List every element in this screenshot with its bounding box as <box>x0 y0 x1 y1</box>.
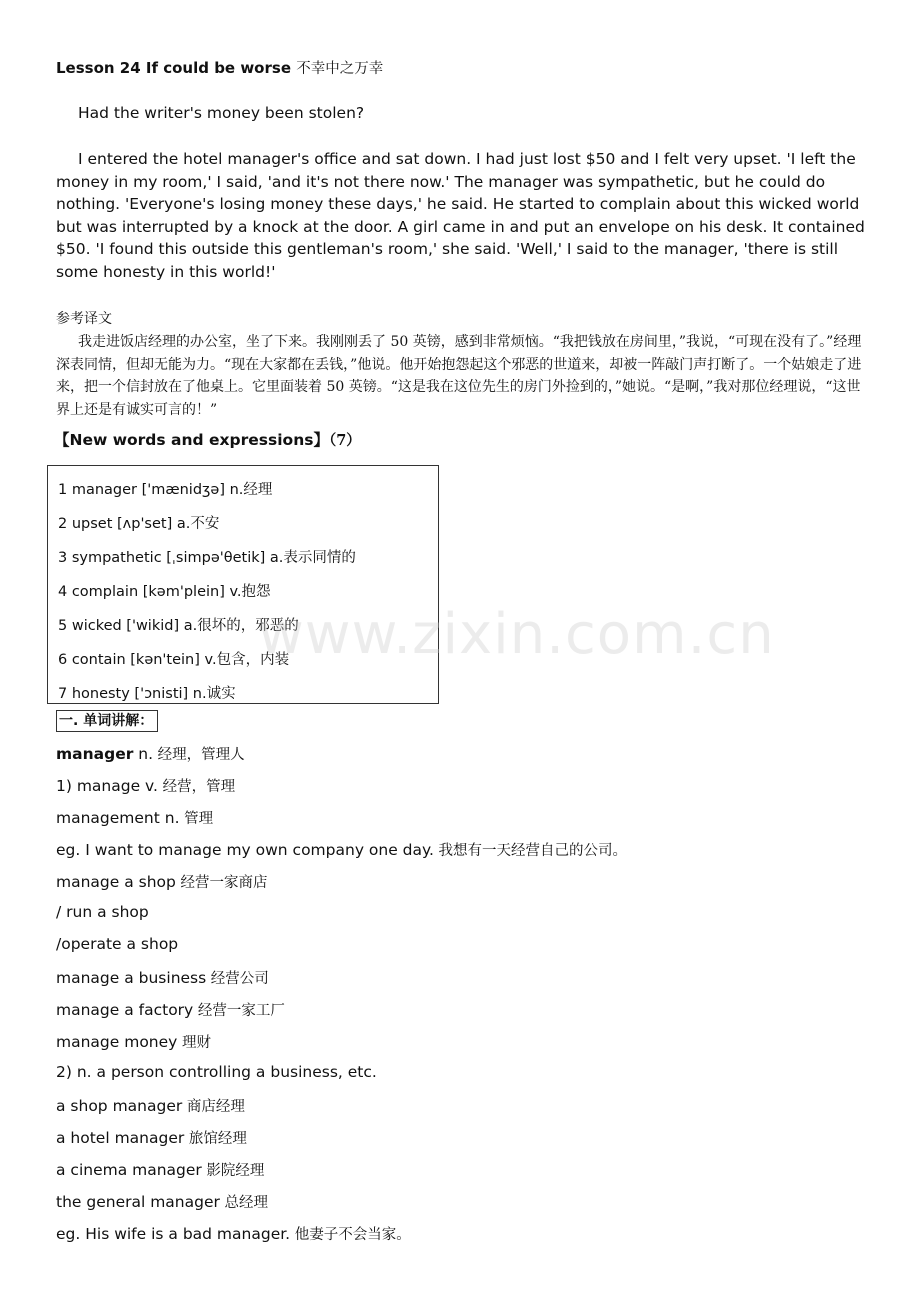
explanation-cn: 理财 <box>177 1035 211 1051</box>
lesson-title-en: Lesson 24 If could be worse <box>56 59 291 77</box>
explanation-cn: 经营一家工厂 <box>193 1003 285 1019</box>
lesson-passage: I entered the hotel manager's office and sat down. I had just lost $50 and I felt very upset. 'I left the money in my room,' I said, 'and it's not there now.' The manager was sympathetic, but he could do nothing. 'Everyone's losing money these days,' he said. He started to complain about this wicked world but was interrupted by a knock at the door. A girl came in and put an envelope on his desk. It contained $50. 'I found this outside this gentleman's room,' she said. 'Well,' I said to the manager, 'there is still some honesty in this world!' <box>56 150 865 281</box>
explanation-en: 2) n. a person controlling a business, etc. <box>56 1063 377 1081</box>
explanation-line <box>56 903 149 921</box>
explanation-cn: 经营公司 <box>206 971 269 987</box>
vocab-item: 5 wicked ['wikid] a.很坏的，邪恶的 <box>58 618 299 634</box>
explanation-cn: 旅馆经理 <box>184 1131 247 1147</box>
explanation-cn: 经营，管理 <box>157 779 236 795</box>
explanation-cn: 总经理 <box>219 1195 268 1211</box>
explanation-en: the general manager <box>56 1193 220 1211</box>
explanation-line <box>56 871 267 892</box>
new-words-heading <box>54 428 361 450</box>
explanation-en: a cinema manager <box>56 1161 202 1179</box>
explanation-en: a shop manager <box>56 1097 183 1115</box>
explanation-line <box>56 1095 245 1116</box>
explanation-cn: 他妻子不会当家。 <box>290 1227 411 1243</box>
reference-translation-title: 参考译文 <box>56 311 112 327</box>
explanation-line <box>56 967 269 988</box>
explanation-line <box>56 839 627 860</box>
new-words-heading-text: 【New words and expressions】 <box>54 431 329 449</box>
vocab-item: 1 manager ['mænidʒə] n.经理 <box>58 482 273 498</box>
explanation-line <box>56 807 213 828</box>
explanation-line <box>56 775 235 796</box>
explanation-cn: 经理，管理人 <box>153 747 245 763</box>
explanation-line <box>56 999 285 1020</box>
lesson-title <box>56 57 383 78</box>
explanation-en: 1) manage v. <box>56 777 158 795</box>
explanation-en: manage a factory <box>56 1001 194 1019</box>
explanation-cn: 经营一家商店 <box>175 875 268 891</box>
lesson-question: Had the writer's money been stolen? <box>78 104 365 122</box>
explanation-line <box>56 1159 264 1180</box>
vocab-item: 2 upset [ʌp'set] a.不安 <box>58 516 220 532</box>
explanation-en: eg. His wife is a bad manager. <box>56 1225 291 1243</box>
vocab-table <box>47 465 439 704</box>
explanation-en: manage a shop <box>56 873 176 891</box>
explanation-cn: 商店经理 <box>182 1099 245 1115</box>
reference-translation-text: 我走进饭店经理的办公室，坐了下来。我刚刚丢了 50 英镑，感到非常烦恼。“我把钱放在房间里，”我说，“可现在没有了。”经理深表同情，但却无能为力。“现在大家都在丢钱，”他说。他开始抱怨起这个邪恶的世道来，却被一阵敲门声打断了。一个姑娘走了进来，把一个信封放在了他桌上。它里面装着 50 英镑。“这是我在这位先生的房门外捡到的，”她说。“是啊，”我对那位经理说，“这世界上还是有诚实可言的！” <box>56 334 862 418</box>
explanation-en: manage a business <box>56 969 207 987</box>
explanation-en: eg. I want to manage my own company one day. <box>56 841 434 859</box>
vocab-item: 7 honesty ['ɔnisti] n.诚实 <box>58 686 236 702</box>
lesson-title-cn: 不幸中之万幸 <box>296 61 384 77</box>
explanation-line <box>56 1191 268 1212</box>
watermark: www.zixin.com.cn <box>258 602 775 667</box>
explanation-line <box>56 1127 247 1148</box>
section-label: 一. 单词讲解： <box>56 710 158 732</box>
explanation-line <box>56 935 178 953</box>
explanation-headword: manager <box>56 745 134 763</box>
explanation-pos: n. <box>133 745 154 763</box>
explanation-en: manage money <box>56 1033 178 1051</box>
explanation-line <box>56 1031 211 1052</box>
explanation-line <box>56 743 245 764</box>
explanation-cn: 我想有一天经营自己的公司。 <box>433 843 628 859</box>
explanation-cn: 管理 <box>179 811 214 827</box>
vocab-item: 4 complain [kəm'plein] v.抱怨 <box>58 584 271 600</box>
explanation-line <box>56 1223 411 1244</box>
explanation-en: management n. <box>56 809 180 827</box>
explanation-en: / run a shop <box>56 903 149 921</box>
explanation-cn: 影院经理 <box>201 1163 265 1179</box>
explanation-en: /operate a shop <box>56 935 179 953</box>
new-words-count: （7） <box>328 432 361 449</box>
explanation-en: a hotel manager <box>56 1129 185 1147</box>
explanation-line <box>56 1063 377 1081</box>
vocab-item: 6 contain [kən'tein] v.包含，内装 <box>58 652 290 668</box>
vocab-item: 3 sympathetic [ˌsimpə'θetik] a.表示同情的 <box>58 550 356 566</box>
